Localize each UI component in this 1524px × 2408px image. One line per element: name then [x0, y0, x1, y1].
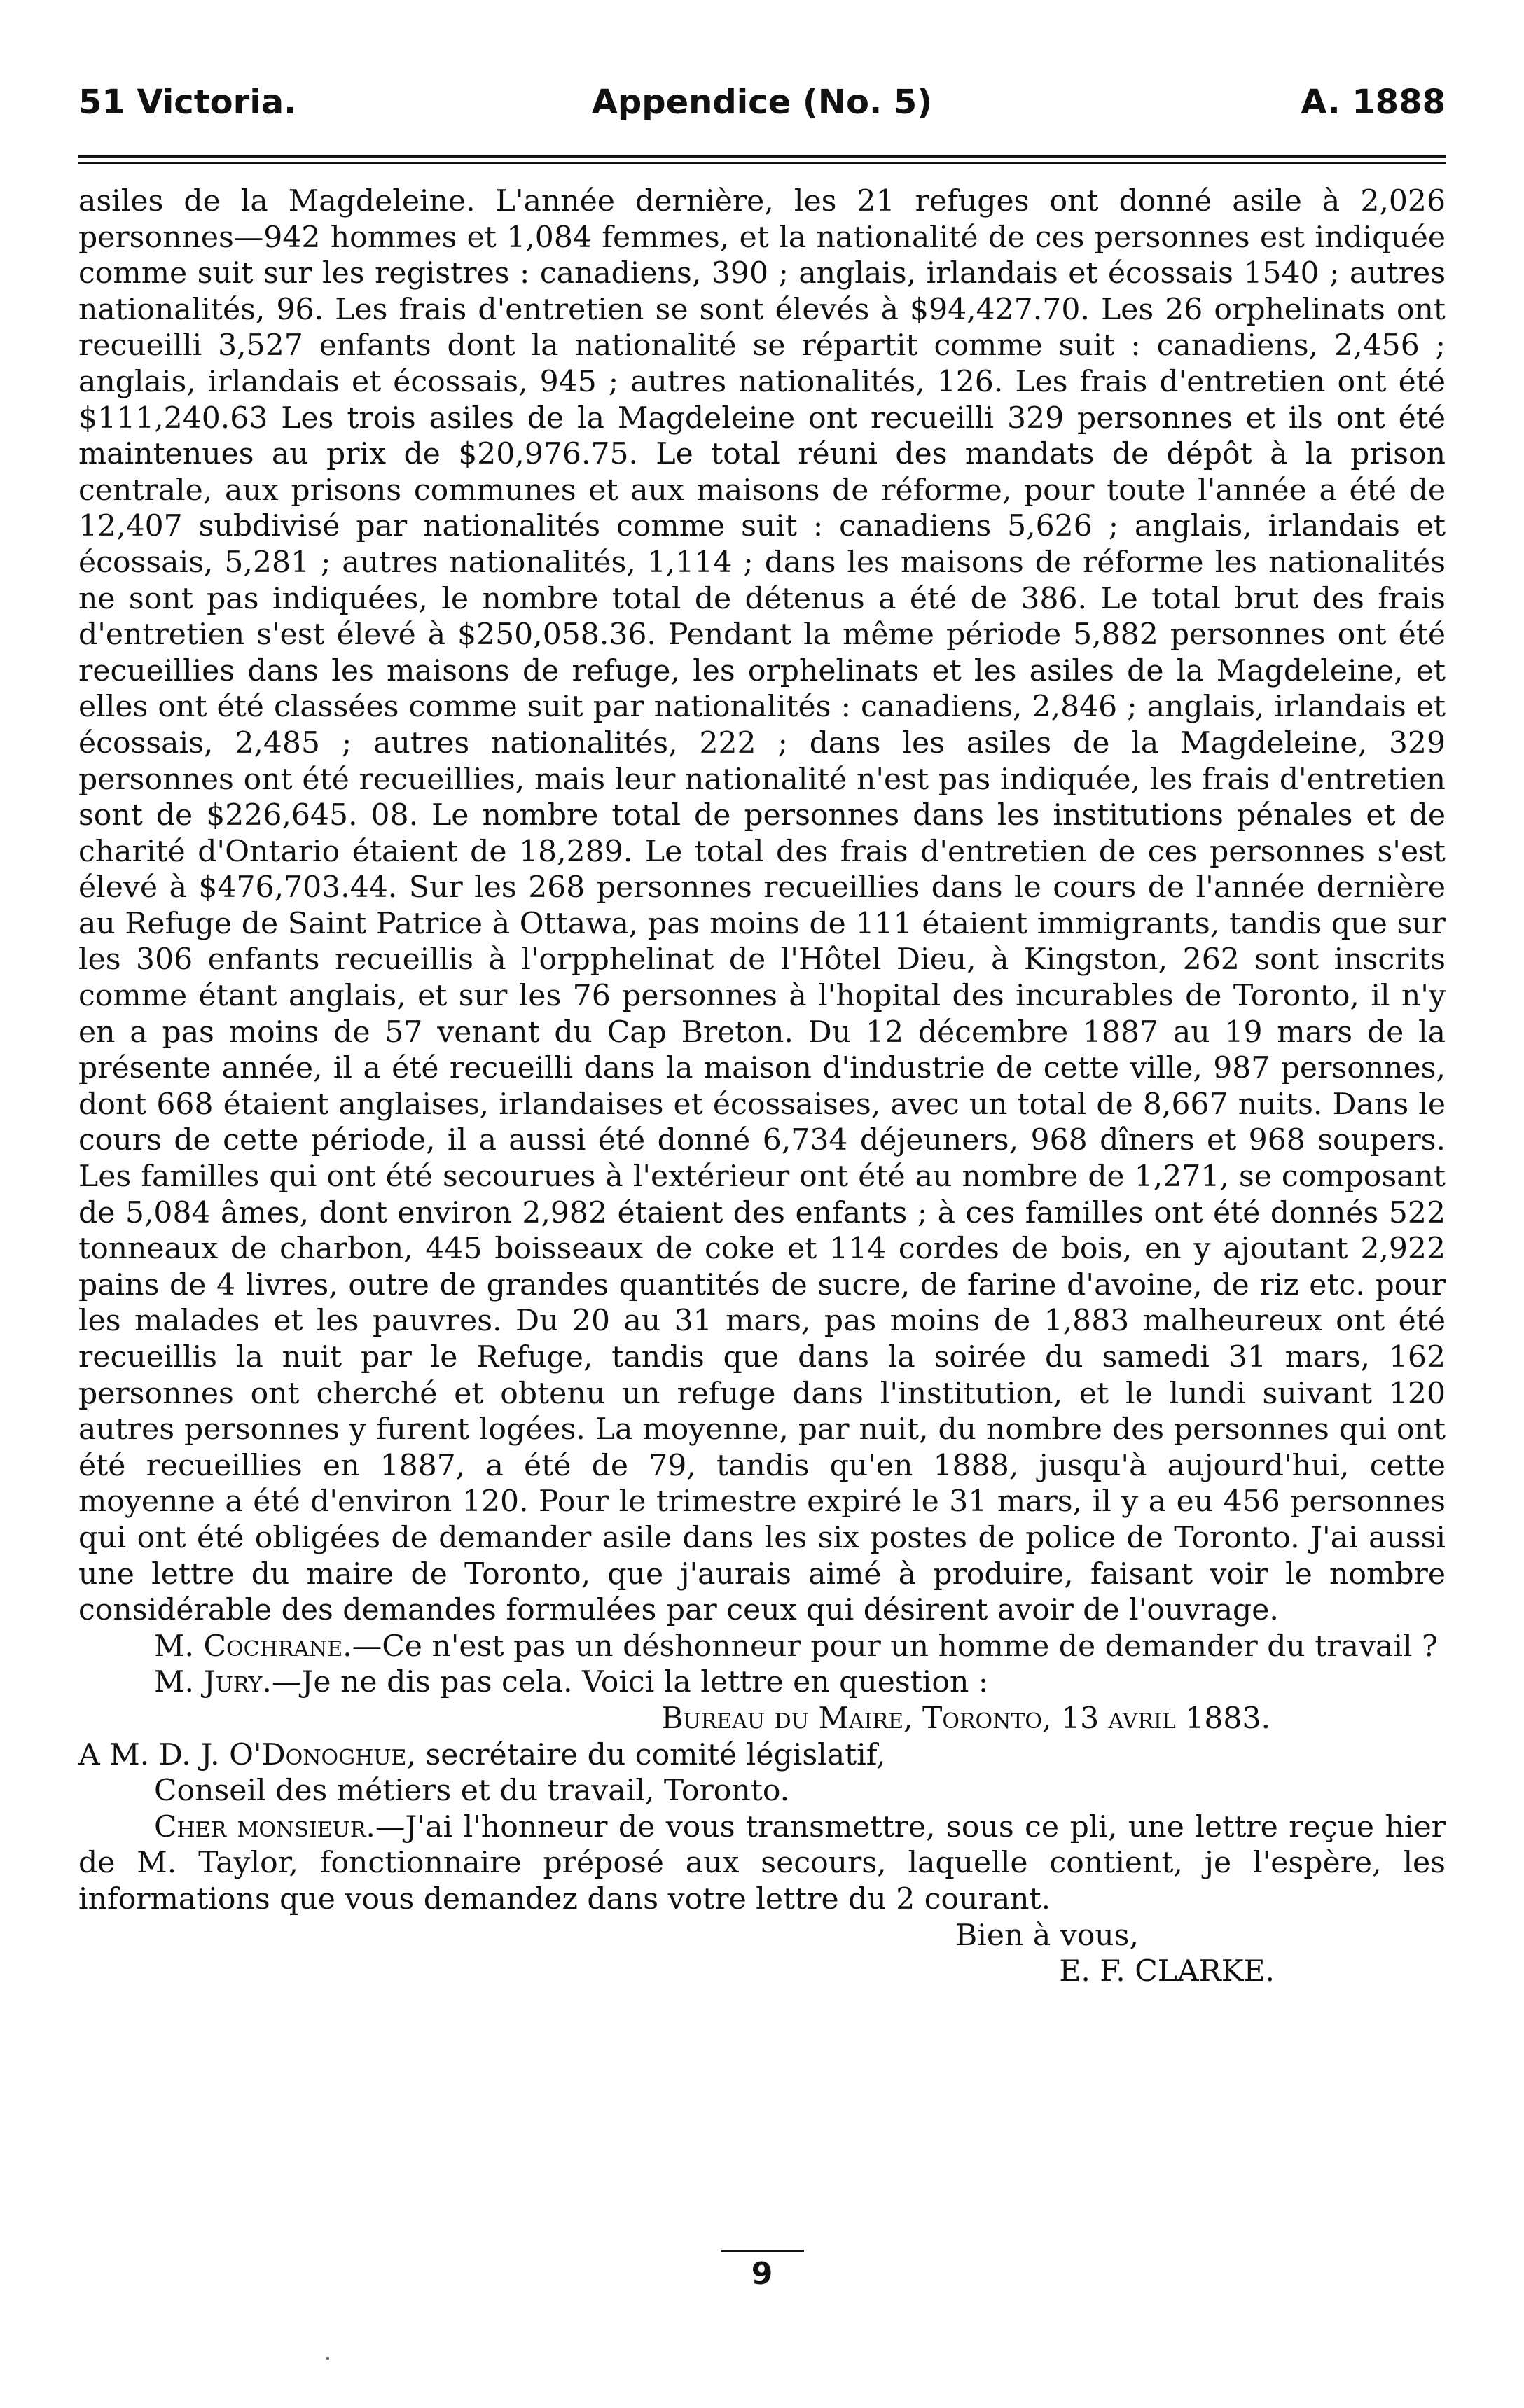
page-header [78, 83, 1446, 132]
addressee-organization: Conseil des métiers et du travail, Toronto. [154, 1774, 790, 1809]
addressee-title: , secrétaire du comité législatif, [406, 1737, 886, 1772]
folio-rule [721, 2250, 804, 2252]
header-rule-thin [78, 162, 1446, 164]
letter-salutation: Cher monsieur. [154, 1809, 375, 1844]
body-text [78, 183, 1446, 1990]
cochrane-remark [78, 1629, 1446, 1665]
main-paragraph: asiles de la Magdeleine. L'année dernière, les 21 refuges ont donné asile à 2,026 personnes—942 hommes et 1,084 femmes, et la nationalité de ces personnes est indiquée comme suit sur les registres : canadiens, 390 ; anglais, irlandais et écossais 1540 ; autres nationalités, 96. Les frais d'entretien se sont élevés à $94,427.70. Les 26 orphelinats ont recueilli 3,527 enfants dont la nationalité se répartit comme suit : canadiens, 2,456 ; anglais, irlandais et écossais, 945 ; autres nationalités, 126. Les frais d'entretien ont été $111,240.63 Les trois asiles de la Magdeleine ont recueilli 329 personnes et ils ont été maintenues au prix de $20,976.75. Le total réuni des mandats de dépôt à la prison centrale, aux prisons communes et aux maisons de réforme, pour toute l'année a été de 12,407 subdivisé par nationalités comme suit : canadiens 5,626 ; anglais, irlandais et écossais, 5,281 ; autres nationalités, 1,114 ; dans les maisons de réforme les nationalités ne sont pas indiquées, le nombre total de détenus a été de 386. Le total brut des frais d'entretien s'est élevé à $250,058.36. Pendant la même période 5,882 personnes ont été recueillies dans les maisons de refuge, les orphelinats et les asiles de la Magdeleine, et elles ont été classées comme suit par nationalités : canadiens, 2,846 ; anglais, irlandais et écossais, 2,485 ; autres nationalités, 222 ; dans les asiles de la Magdeleine, 329 personnes ont été recueillies, mais leur nationalité n'est pas indiquée, les frais d'entretien sont de $226,645. 08. Le nombre total de personnes dans les institutions pénales et de charité d'Ontario étaient de 18,289. Le total des frais d'entretien de ces personnes s'est élevé à $476,703.44. Sur les 268 personnes recueillies dans le cours de l'année dernière au Refuge de Saint Patrice à Ottawa, pas moins de 111 étaient immigrants, tandis que sur les 306 enfants recueillis à l'orpphelinat de l'Hôtel Dieu, à Kingston, 262 sont inscrits comme étant anglais, et sur les 76 personnes à l'hopital des incurables de Toronto, il n'y en a pas moins de 57 venant du Cap Breton. Du 12 décembre 1887 au 19 mars de la présente année, il a été recueilli dans la maison d'industrie de cette ville, 987 personnes, dont 668 étaient anglaises, irlandaises et écossaises, avec un total de 8,667 nuits. Dans le cours de cette période, il a aussi été donné 6,734 déjeuners, 968 dîners et 968 soupers. Les familles qui ont été secourues à l'extérieur ont été au nombre de 1,271, se composant de 5,084 âmes, dont environ 2,982 étaient des enfants ; à ces familles ont été donnés 522 tonneaux de charbon, 445 boisseaux de coke et 114 cordes de bois, en y ajoutant 2,922 pains de 4 livres, outre de grandes quantités de sucre, de farine d'avoine, de riz etc. pour les malades et les pauvres. Du 20 au 31 mars, pas moins de 1,883 malheureux ont été recueillis la nuit par le Refuge, tandis que dans la soirée du samedi 31 mars, 162 personnes ont cherché et obtenu un refuge dans l'institution, et le lundi suivant 120 autres personnes y furent logées. La moyenne, par nuit, du nombre des personnes qui ont été recueillies en 1887, a été de 79, tandis qu'en 1888, jusqu'à aujourd'hui, cette moyenne a été d'environ 120. Pour le trimestre expiré le 31 mars, il y a eu 456 personnes qui ont été obligées de demander asile dans les six postes de police de Toronto. J'ai aussi une lettre du maire de Toronto, que j'aurais aimé à produire, faisant voir le nombre considérable des demandes formulées par ceux qui désirent avoir de l'ouvrage. [78, 184, 1446, 1628]
header-rule-thick [78, 155, 1446, 158]
letter-text: —J'ai l'honneur de vous transmettre, sous ce pli, une lettre reçue hier de M. Taylor, fonctionnaire préposé aux secours, laquelle contient, je l'espère, les informations que vous demandez dans votre lettre du 2 courant. [78, 1809, 1446, 1916]
header-year: A. 1888 [1301, 83, 1446, 122]
jury-remark [78, 1664, 1446, 1701]
letter-dateline: Bureau du Maire, Toronto, 13 avril 1883. [661, 1701, 1270, 1736]
print-speck [326, 2357, 329, 2360]
letter-addressee [78, 1737, 1446, 1774]
addressee-name: A M. D. J. O'Donoghue [78, 1737, 407, 1772]
header-appendix: Appendice (No. 5) [591, 83, 933, 122]
speaker-cochrane: M. Cochrane. [154, 1629, 352, 1664]
letter-signature: E. F. CLARKE. [1059, 1954, 1275, 1989]
cochrane-remark-text: —Ce n'est pas un déshonneur pour un homme de demander du travail ? [352, 1629, 1438, 1664]
page-number: 9 [751, 2256, 773, 2292]
speaker-jury: M. Jury. [154, 1665, 272, 1700]
letter-closing: Bien à vous, [955, 1918, 1139, 1953]
jury-remark-text: —Je ne dis pas cela. Voici la lettre en question : [271, 1665, 989, 1700]
header-session: 51 Victoria. [78, 83, 297, 122]
letter-body [78, 1809, 1446, 1918]
